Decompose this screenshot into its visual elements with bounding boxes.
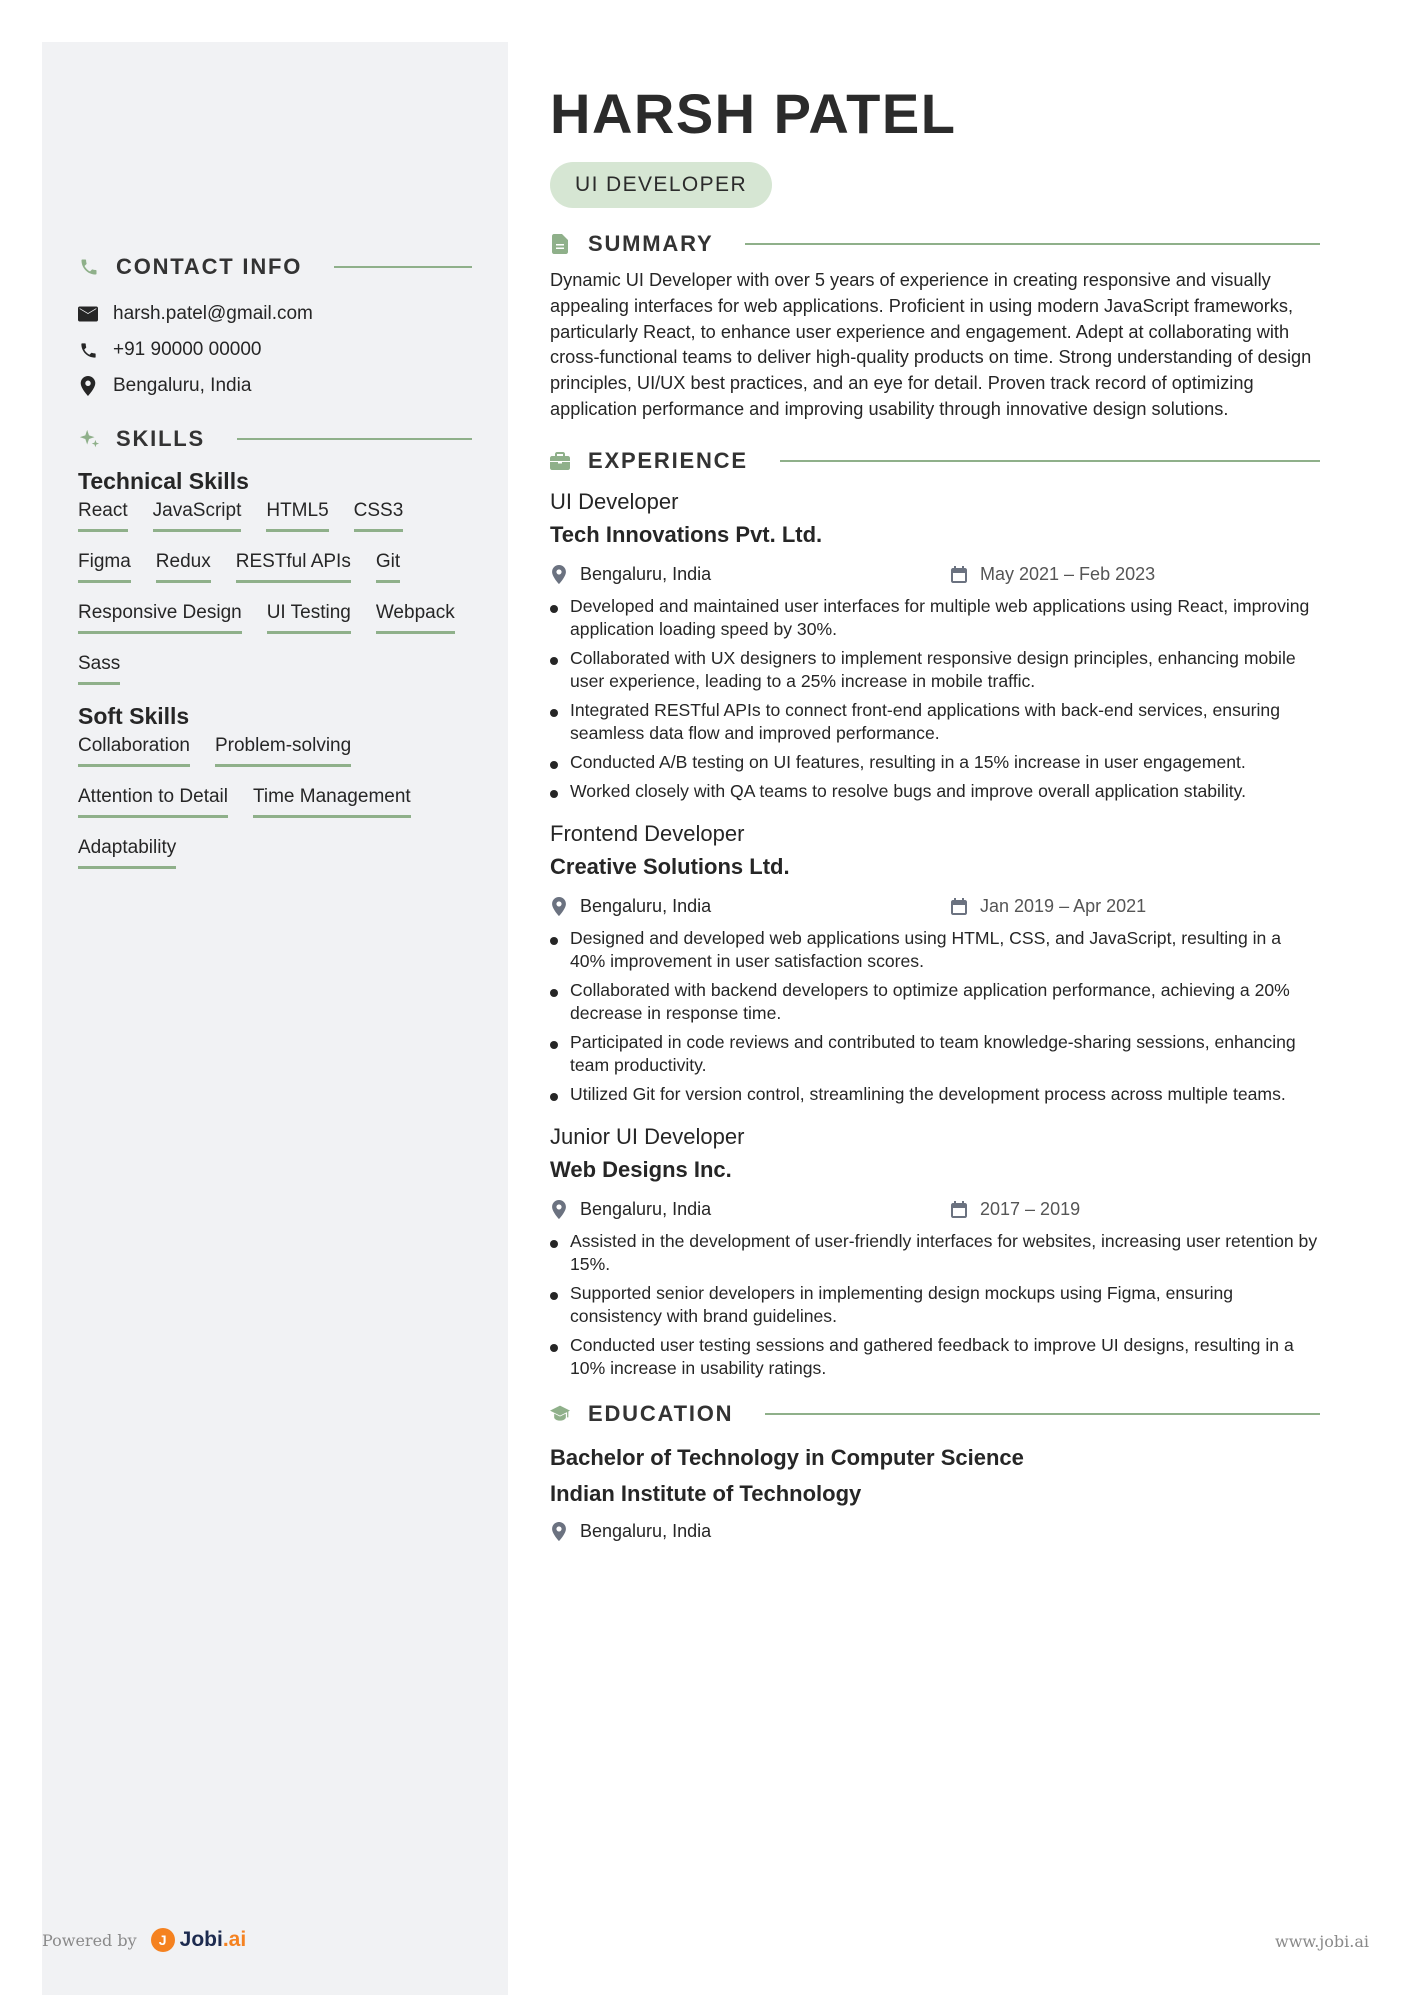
location-pin-icon bbox=[550, 1522, 568, 1542]
job-title: Junior UI Developer bbox=[550, 1123, 745, 1149]
job-entry bbox=[550, 1120, 1320, 1380]
sparkle-icon bbox=[78, 428, 100, 450]
powered-by-text: Powered by bbox=[42, 1930, 137, 1950]
contact-list bbox=[78, 296, 472, 404]
job-company: Tech Innovations Pvt. Ltd. bbox=[550, 521, 823, 547]
soft-skills-list bbox=[78, 734, 472, 869]
brand-logo[interactable] bbox=[151, 1928, 247, 1952]
footer-powered-by bbox=[42, 1928, 246, 1952]
job-location bbox=[550, 1199, 950, 1220]
phone-icon bbox=[78, 340, 98, 360]
phone-icon bbox=[78, 256, 100, 278]
contact-phone bbox=[78, 332, 472, 368]
job-title: UI Developer bbox=[550, 488, 679, 514]
calendar-icon bbox=[950, 897, 968, 917]
job-bullets bbox=[550, 595, 1320, 803]
divider bbox=[745, 243, 1320, 245]
brand-suffix: .ai bbox=[222, 1928, 247, 1951]
job-dates-text: 2017 – 2019 bbox=[980, 1199, 1081, 1220]
location-pin-icon bbox=[550, 897, 568, 917]
skill-chip: RESTful APIs bbox=[236, 550, 351, 583]
contact-email bbox=[78, 296, 472, 332]
skill-chip: Redux bbox=[156, 550, 211, 583]
divider bbox=[780, 460, 1320, 462]
soft-skills-label: Soft Skills bbox=[78, 703, 190, 729]
education-location-group bbox=[550, 1521, 950, 1542]
bullet-item: Collaborated with UX designers to implement responsive design principles, enhancing mobile user experience, leading to a 25% increase in mobile traffic. bbox=[550, 647, 1320, 693]
person-name: HARSH PATEL bbox=[550, 82, 957, 145]
skill-chip: Adaptability bbox=[78, 836, 176, 869]
location-pin-icon bbox=[78, 376, 98, 396]
skill-chip: Git bbox=[376, 550, 400, 583]
calendar-icon bbox=[950, 1200, 968, 1220]
skills-heading-text: SKILLS bbox=[116, 426, 206, 451]
job-bullets bbox=[550, 927, 1320, 1106]
experience-heading-text: EXPERIENCE bbox=[588, 447, 748, 473]
summary-text: Dynamic UI Developer with over 5 years of experience in creating responsive and visually appealing interfaces for web applications. Proficient in using modern JavaScript frameworks, particularly React, to enhance user experience and engagement. Adept at collaborating with cross-functional teams to deliver high-quality products on time. Strong understanding of design principles, UI/UX best practices, and an eye for detail. Proven track record of optimizing application performance and improving usability through innovative design solutions. bbox=[550, 270, 1312, 419]
job-meta bbox=[550, 893, 1320, 921]
job-dates bbox=[950, 564, 1155, 585]
job-location-text: Bengaluru, India bbox=[580, 1199, 712, 1220]
contact-location bbox=[78, 368, 472, 404]
skill-chip: Figma bbox=[78, 550, 131, 583]
job-dates-text: Jan 2019 – Apr 2021 bbox=[980, 896, 1147, 917]
skill-chip: Responsive Design bbox=[78, 601, 242, 634]
job-company: Web Designs Inc. bbox=[550, 1156, 732, 1182]
job-location-text: Bengaluru, India bbox=[580, 896, 712, 917]
location-text: Bengaluru, India bbox=[113, 375, 252, 396]
job-dates-text: May 2021 – Feb 2023 bbox=[980, 564, 1156, 585]
role-badge: UI DEVELOPER bbox=[550, 162, 772, 208]
job-dates bbox=[950, 896, 1146, 917]
bullet-item: Supported senior developers in implementing design mockups using Figma, ensuring consistency with brand guidelines. bbox=[550, 1282, 1320, 1328]
education-heading-text: EDUCATION bbox=[588, 1400, 734, 1426]
job-location bbox=[550, 564, 950, 585]
bullet-item: Worked closely with QA teams to resolve bugs and improve overall application stability. bbox=[550, 780, 1320, 803]
email-text[interactable]: harsh.patel@gmail.com bbox=[113, 303, 313, 324]
job-entry bbox=[550, 485, 1320, 803]
footer-url[interactable]: www.jobi.ai bbox=[1275, 1932, 1369, 1951]
bullet-item: Conducted A/B testing on UI features, resulting in a 15% increase in user engagement. bbox=[550, 751, 1320, 774]
job-location bbox=[550, 896, 950, 917]
document-icon bbox=[550, 233, 570, 255]
skill-chip: Collaboration bbox=[78, 734, 190, 767]
job-entry bbox=[550, 817, 1320, 1106]
bullet-item: Conducted user testing sessions and gathered feedback to improve UI designs, resulting in a 10% increase in usability ratings. bbox=[550, 1334, 1320, 1380]
bullet-item: Collaborated with backend developers to optimize application performance, achieving a 20% decrease in response time. bbox=[550, 979, 1320, 1025]
bullet-item: Participated in code reviews and contributed to team knowledge-sharing sessions, enhancing team productivity. bbox=[550, 1031, 1320, 1077]
contact-heading bbox=[78, 252, 472, 282]
bullet-item: Developed and maintained user interfaces for multiple web applications using React, improving application loading speed by 30%. bbox=[550, 595, 1320, 641]
bullet-item: Designed and developed web applications using HTML, CSS, and JavaScript, resulting in a 40% improvement in user satisfaction scores. bbox=[550, 927, 1320, 973]
briefcase-icon bbox=[550, 450, 570, 472]
phone-text[interactable]: +91 90000 00000 bbox=[113, 339, 262, 360]
contact-heading-text: CONTACT INFO bbox=[116, 254, 303, 279]
sidebar bbox=[42, 42, 508, 1995]
education-school: Indian Institute of Technology bbox=[550, 1480, 862, 1506]
divider bbox=[765, 1413, 1320, 1415]
skill-chip: UI Testing bbox=[267, 601, 351, 634]
skill-chip: Problem-solving bbox=[215, 734, 351, 767]
logo-icon: J bbox=[151, 1928, 175, 1952]
sidebar-content bbox=[78, 252, 472, 869]
location-pin-icon bbox=[550, 565, 568, 585]
job-meta bbox=[550, 561, 1320, 589]
bullet-item: Utilized Git for version control, streamlining the development process across multiple teams. bbox=[550, 1083, 1320, 1106]
skill-chip: Sass bbox=[78, 652, 120, 685]
education-degree: Bachelor of Technology in Computer Science bbox=[550, 1444, 1024, 1470]
skill-chip: HTML5 bbox=[266, 499, 328, 532]
skill-chip: Time Management bbox=[253, 785, 411, 818]
location-pin-icon bbox=[550, 1200, 568, 1220]
bullet-item: Assisted in the development of user-friendly interfaces for websites, increasing user retention by 15%. bbox=[550, 1230, 1320, 1276]
job-title: Frontend Developer bbox=[550, 820, 745, 846]
summary-heading-text: SUMMARY bbox=[588, 231, 714, 256]
skill-chip: Webpack bbox=[376, 601, 455, 634]
job-company: Creative Solutions Ltd. bbox=[550, 853, 790, 879]
job-meta bbox=[550, 1196, 1320, 1224]
skill-chip: JavaScript bbox=[153, 499, 242, 532]
education-location-text: Bengaluru, India bbox=[580, 1521, 712, 1542]
job-location-text: Bengaluru, India bbox=[580, 564, 712, 585]
brand-name: Jobi bbox=[179, 1928, 223, 1951]
technical-skills-label: Technical Skills bbox=[78, 468, 249, 494]
divider bbox=[334, 266, 472, 268]
mail-icon bbox=[78, 304, 98, 324]
experience-heading bbox=[550, 445, 1320, 477]
bullet-item: Integrated RESTful APIs to connect front-end applications with back-end services, ensuring seamless data flow and improved performance. bbox=[550, 699, 1320, 745]
main-content bbox=[550, 80, 1320, 1546]
job-bullets bbox=[550, 1230, 1320, 1380]
skill-chip: Attention to Detail bbox=[78, 785, 228, 818]
graduation-cap-icon bbox=[550, 1403, 570, 1425]
skills-section bbox=[78, 424, 472, 869]
divider bbox=[237, 438, 472, 440]
skills-heading bbox=[78, 424, 472, 454]
calendar-icon bbox=[950, 565, 968, 585]
technical-skills-list bbox=[78, 499, 472, 685]
job-dates bbox=[950, 1199, 1080, 1220]
skill-chip: CSS3 bbox=[354, 499, 404, 532]
education-location bbox=[550, 1518, 1320, 1546]
summary-heading bbox=[550, 228, 1320, 260]
skill-chip: React bbox=[78, 499, 128, 532]
education-heading bbox=[550, 1398, 1320, 1430]
